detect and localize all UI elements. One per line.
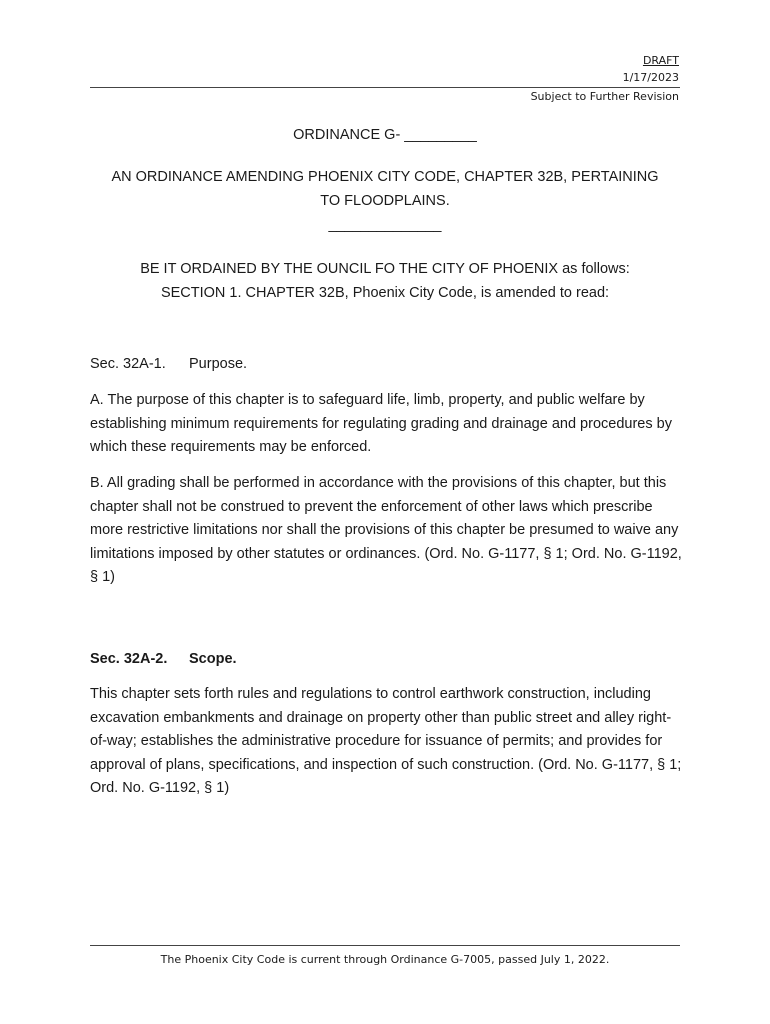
section-title: Purpose. (189, 356, 248, 372)
ordinance-title-line-1: AN ORDINANCE AMENDING PHOENIX CITY CODE, CHAPTER 32B, PERTAINING (111, 169, 659, 185)
sec-32a-1-heading (90, 353, 247, 375)
sec-32a-2-heading (90, 648, 237, 670)
sec-32a-1-paragraph-a: A. The purpose of this chapter is to safeguard life, limb, property, and public welfare by establishing minimum requirements for regulating grading and drainage and procedures by which these requirements may be enforced. (90, 392, 672, 455)
footer-divider (90, 945, 680, 946)
ordinance-number: ORDINANCE G- _________ (293, 127, 477, 143)
ordinance-title (90, 165, 680, 237)
enactment-line: BE IT ORDAINED BY THE OUNCIL FO THE CITY OF PHOENIX as follows: (140, 261, 630, 277)
page-header (531, 52, 679, 105)
section-title: Scope. (189, 651, 237, 667)
draft-label: DRAFT (642, 54, 679, 67)
revision-note: Subject to Further Revision (530, 90, 679, 103)
ordinance-title-line-2: TO FLOODPLAINS. (320, 193, 450, 209)
page-footer: The Phoenix City Code is current through Ordinance G-7005, passed July 1, 2022. (160, 953, 610, 966)
sec-32a-2-paragraph: This chapter sets forth rules and regulations to control earthwork construction, including excavation embankments and drainage on property other than public street and alley right-of-way; establishes the administrative procedure for issuance of permits; and provides for approval of plans, specifications, and inspection of such construction. (Ord. No. G-1177, § 1; Ord. No. G-1192, § 1) (90, 686, 682, 796)
ordinance-title-rule: ______________ (328, 217, 442, 233)
section-1-line: SECTION 1. CHAPTER 32B, Phoenix City Code, is amended to read: (160, 285, 610, 301)
enactment-clause (90, 257, 680, 305)
section-number: Sec. 32A-1. (90, 356, 166, 372)
header-divider (90, 87, 680, 88)
section-number: Sec. 32A-2. (90, 651, 168, 667)
sec-32a-1-paragraph-b: B. All grading shall be performed in accordance with the provisions of this chapter, but this chapter shall not be construed to prevent the enforcement of other laws which prescribe more restrictive limitations nor shall the provisions of this chapter be presumed to waive any limitations imposed by other statutes or ordinances. (Ord. No. G-1177, § 1; Ord. No. G-1192, § 1) (90, 475, 682, 585)
draft-date: 1/17/2023 (622, 71, 679, 84)
